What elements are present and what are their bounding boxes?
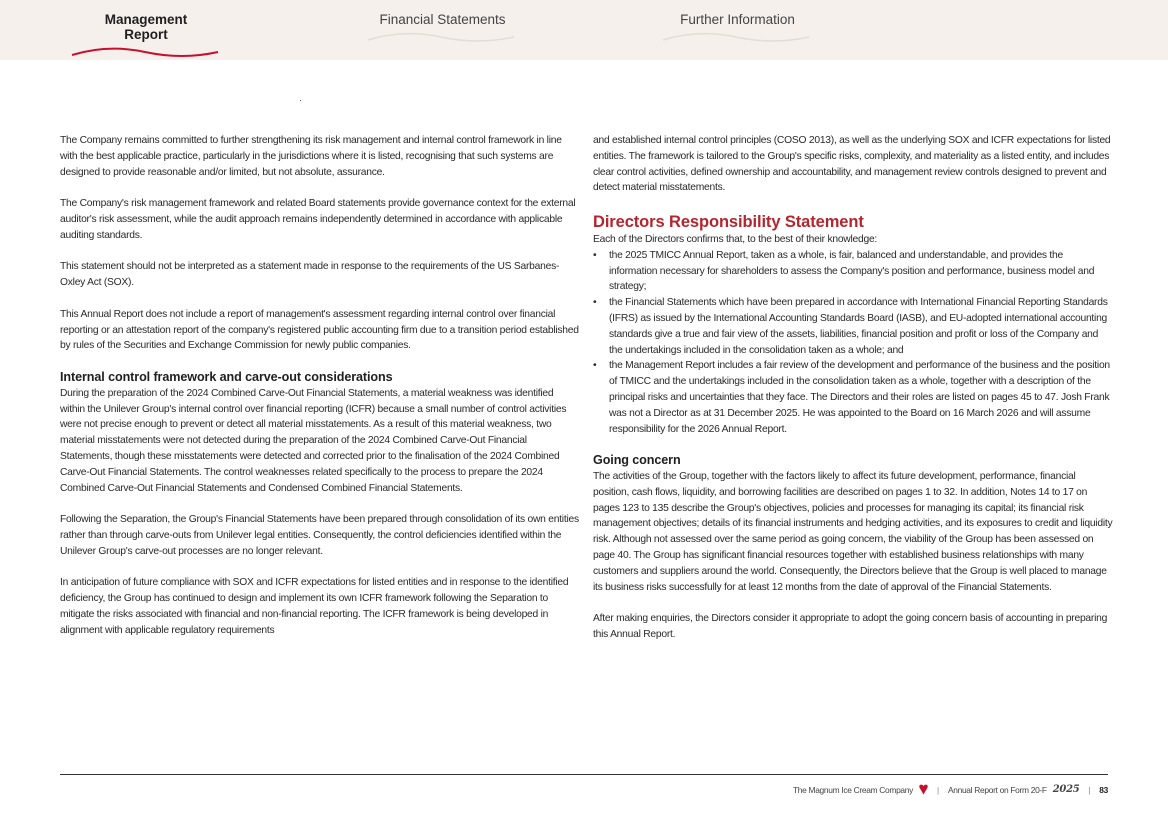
paragraph: In anticipation of future compliance with SOX and ICFR expectations for listed entities and in response to the identified deficiency, the Group has continued to design and implement its own ICFR framework following the Separation to mitigate the risks associated with financial and non-financial reporting. The ICFR framework is being developed in alignment with applicable regulatory requirements	[60, 577, 569, 636]
tab-label: Financial Statements	[379, 12, 506, 27]
heart-logo-icon	[919, 784, 928, 795]
footer-divider	[60, 774, 1108, 775]
tab-active-underline	[70, 46, 220, 58]
footer-company: The Magnum Ice Cream Company	[792, 784, 914, 795]
paragraph: The activities of the Group, together with the factors likely to affect its future development, performance, financial position, cash flows, liquidity, and borrowing facilities are described on pages 1 to 32. In addition, Notes 14 to 17 on pages 123 to 135 describe the Group's objectives, policies and processes for managing its capital; its financial risk management objectives; details of its financial instruments and hedging activities, and its exposures to credit and liquidity risk. Although not assessed over the same period as going concern, the viability of the Group has been assessed on page 40. The Group has significant financial resources together with established business relationships with many customers and suppliers around the world. Consequently, the Directors believe that the Group is well placed to manage its business risks successfully for at least 12 months from the date of approval of the Financial Statements.	[593, 470, 1113, 593]
paragraph: After making enquiries, the Directors consider it appropriate to adopt the going concern basis of accounting in preparing this Annual Report.	[593, 613, 1108, 640]
paragraph: Following the Separation, the Group's Financial Statements have been prepared through consolidation of its own entities rather than through carve-outs from Unilever legal entities. Consequently, the control deficiencies identified within the Unilever Group's carve-out processes are no longer relevant.	[60, 514, 579, 557]
footer-separator: |	[1088, 784, 1091, 795]
right-column	[593, 133, 1113, 659]
stray-dot	[300, 100, 301, 101]
paragraph: The Company's risk management framework and related Board statements provide governance context for the external auditor's risk assessment, while the audit approach remains independently determined in accordance with applicable auditing standards.	[60, 198, 576, 241]
tab-management-report[interactable]	[82, 12, 210, 58]
tab-further-information[interactable]	[665, 12, 810, 43]
paragraph: During the preparation of the 2024 Combined Carve-Out Financial Statements, a material weakness was identified within the Unilever Group's internal control over financial reporting (ICFR) because a small number of control activities were not precise enough to prevent or detect all material misstatements. As a result of this material weakness, two material misstatements were not detected during the preparation of the 2024 Combined Carve-Out Financial Statements, though these misstatements were detected and corrected prior to the finalisation of the 2024 Combined Carve-Out Financial Statements. The control weaknesses related specifically to the process to prepare the 2024 Combined Carve-Out Financial Statements and Condensed Combined Financial Statements.	[60, 387, 567, 494]
tab-underline	[366, 31, 516, 43]
section-heading-going-concern: Going concern	[593, 453, 681, 468]
tab-financial-statements[interactable]	[370, 12, 515, 43]
top-navigation	[0, 0, 1168, 60]
left-column	[60, 133, 580, 654]
page-footer	[793, 784, 1108, 795]
page-number: 83	[1099, 784, 1108, 795]
list-item: • the Financial Statements which have been prepared in accordance with International Financial Reporting Standards (IFRS) as issued by the International Accounting Standards Board (IASB), and EU-adopted international accounting standards give a true and fair view of the assets, liabilities, financial position and profit or loss of the Company and the undertakings included in the consolidation taken as a whole; and	[593, 295, 1113, 358]
bullet-list	[593, 248, 1113, 438]
section-heading-internal-control: Internal control framework and carve-out considerations	[60, 369, 393, 384]
paragraph: and established internal control principles (COSO 2013), as well as the underlying SOX and ICFR expectations for listed entities. The framework is tailored to the Group's specific risks, complexity, and materiality as a listed entity, and includes clear control activities, defined ownership and accountability, and management review controls designed to prevent and detect material misstatements.	[593, 135, 1111, 194]
list-item: • the Management Report includes a fair review of the development and performance of the business and the position of TMICC and the undertakings included in the consolidation taken as a whole, together with a description of the principal risks and uncertainties that they face. The Directors and their roles are listed on pages 45 to 47. Josh Frank was not a Director as at 31 December 2025. He was appointed to the Board on 16 March 2026 and will assume responsibility for the 2026 Annual Report.	[593, 358, 1113, 437]
tab-label: Further Information	[680, 12, 795, 27]
footer-report: Annual Report on Form 20-F	[947, 784, 1047, 795]
paragraph: The Company remains committed to further strengthening its risk management and internal control framework in line with the best applicable practice, particularly in the jurisdictions where it is listed, recognising that such systems are designed to provide reasonable and/or limited, but not absolute, assurance.	[60, 135, 562, 178]
tab-label: Management Report	[104, 12, 188, 42]
paragraph-intro: Each of the Directors confirms that, to the best of their knowledge:	[593, 233, 878, 245]
paragraph: This statement should not be interpreted as a statement made in response to the requirements of the US Sarbanes-Oxley Act (SOX).	[60, 261, 560, 289]
footer-year: 2025	[1052, 784, 1080, 795]
list-item: • the 2025 TMICC Annual Report, taken as a whole, is fair, balanced and understandable, and provides the information necessary for shareholders to assess the Company's position and performance, business model and strategy;	[593, 248, 1113, 295]
tab-underline	[661, 31, 811, 43]
paragraph: This Annual Report does not include a report of management's assessment regarding internal control over financial reporting or an attestation report of the company's registered public accounting firm due to a transition period established by rules of the Securities and Exchange Commission for newly public companies.	[60, 308, 579, 352]
section-heading-directors-responsibility: Directors Responsibility Statement	[593, 212, 864, 231]
footer-separator: |	[937, 784, 939, 795]
